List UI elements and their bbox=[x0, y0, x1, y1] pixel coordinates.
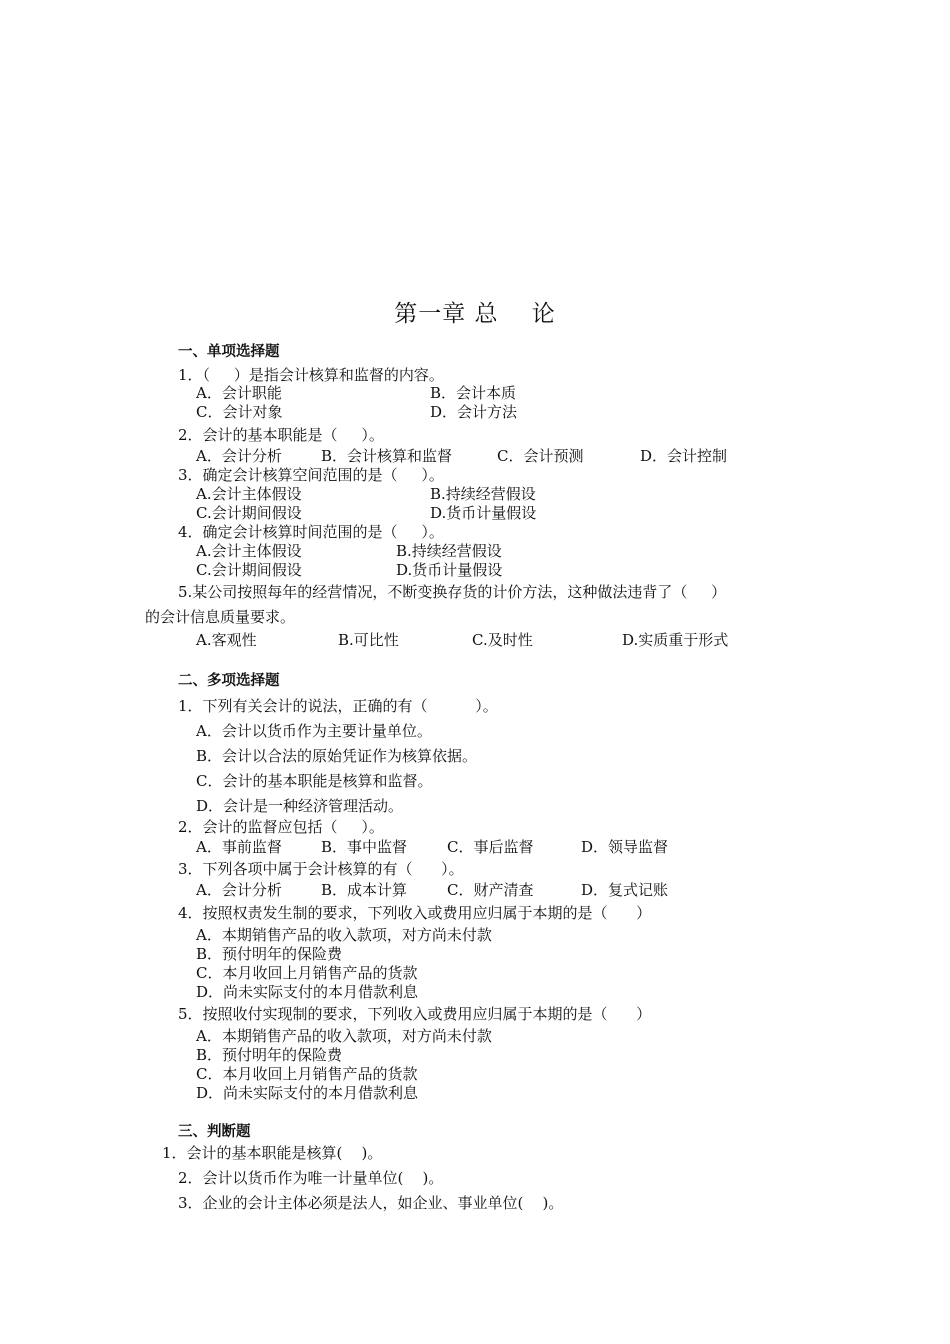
option-c: C．会计的基本职能是核算和监督。 bbox=[196, 772, 433, 790]
option-b: B．会计核算和监督 bbox=[321, 447, 453, 465]
section-heading-single-choice: 一、单项选择题 bbox=[178, 344, 280, 360]
option-c: C．财产清查 bbox=[447, 881, 534, 899]
option-b: B.持续经营假设 bbox=[430, 485, 536, 503]
question-stem: 3．确定会计核算空间范围的是（ ）。 bbox=[178, 466, 444, 484]
question-stem: 5.某公司按照每年的经营情况，不断变换存货的计价方法，这种做法违背了（ ） bbox=[178, 583, 727, 601]
question-stem: 2．会计的基本职能是（ ）。 bbox=[178, 426, 384, 444]
option-c: C.会计期间假设 bbox=[196, 561, 302, 579]
option-a: A．会计职能 bbox=[196, 384, 282, 402]
section-heading-multiple-choice: 二、多项选择题 bbox=[178, 673, 280, 689]
option-d: D.实质重于形式 bbox=[622, 631, 729, 649]
question-stem: 4．确定会计核算时间范围的是（ ）。 bbox=[178, 523, 444, 541]
option-d: D．复式记账 bbox=[581, 881, 669, 899]
option-b: B．预付明年的保险费 bbox=[196, 1046, 343, 1064]
option-d: D.货币计量假设 bbox=[430, 504, 537, 522]
question-stem: 1．（ ）是指会计核算和监督的内容。 bbox=[178, 366, 444, 384]
option-c: C.及时性 bbox=[472, 631, 533, 649]
option-b: B．会计以合法的原始凭证作为核算依据。 bbox=[196, 747, 478, 765]
chapter-title: 第一章 总 论 bbox=[394, 301, 556, 327]
option-b: B．会计本质 bbox=[430, 384, 517, 402]
option-a: A.会计主体假设 bbox=[196, 542, 302, 560]
option-b: B．预付明年的保险费 bbox=[196, 945, 343, 963]
option-a: A.客观性 bbox=[196, 631, 257, 649]
option-d: D．尚未实际支付的本月借款利息 bbox=[196, 1084, 419, 1102]
option-b: B.可比性 bbox=[338, 631, 399, 649]
option-c: C．事后监督 bbox=[447, 838, 534, 856]
option-a: A．会计分析 bbox=[196, 447, 282, 465]
true-false-question: 1．会计的基本职能是核算( )。 bbox=[162, 1144, 383, 1162]
option-a: A．本期销售产品的收入款项，对方尚未付款 bbox=[196, 926, 492, 944]
option-b: B．成本计算 bbox=[321, 881, 408, 899]
true-false-question: 3．企业的会计主体必须是法人，如企业、事业单位( )。 bbox=[178, 1194, 564, 1212]
option-c: C．会计对象 bbox=[196, 403, 283, 421]
question-stem-continued: 的会计信息质量要求。 bbox=[145, 608, 296, 626]
question-stem: 4．按照权责发生制的要求，下列收入或费用应归属于本期的是（ ） bbox=[178, 904, 652, 922]
option-a: A．本期销售产品的收入款项，对方尚未付款 bbox=[196, 1027, 492, 1045]
option-c: C．本月收回上月销售产品的货款 bbox=[196, 1065, 418, 1083]
question-stem: 5．按照收付实现制的要求，下列收入或费用应归属于本期的是（ ） bbox=[178, 1005, 652, 1023]
section-heading-true-false: 三、判断题 bbox=[178, 1124, 251, 1140]
option-a: A．事前监督 bbox=[196, 838, 282, 856]
option-a: A．会计分析 bbox=[196, 881, 282, 899]
true-false-question: 2．会计以货币作为唯一计量单位( )。 bbox=[178, 1169, 444, 1187]
option-a: A．会计以货币作为主要计量单位。 bbox=[196, 722, 432, 740]
option-b: B．事中监督 bbox=[321, 838, 408, 856]
question-stem: 1．下列有关会计的说法，正确的有（ ）。 bbox=[178, 697, 498, 715]
question-stem: 3．下列各项中属于会计核算的有（ ）。 bbox=[178, 860, 464, 878]
option-c: C.会计期间假设 bbox=[196, 504, 302, 522]
option-d: D.货币计量假设 bbox=[396, 561, 503, 579]
question-stem: 2．会计的监督应包括（ ）。 bbox=[178, 818, 384, 836]
option-d: D．领导监督 bbox=[581, 838, 669, 856]
option-d: D．尚未实际支付的本月借款利息 bbox=[196, 983, 419, 1001]
option-a: A.会计主体假设 bbox=[196, 485, 302, 503]
option-d: D．会计是一种经济管理活动。 bbox=[196, 797, 404, 815]
option-c: C．本月收回上月销售产品的货款 bbox=[196, 964, 418, 982]
option-d: D．会计方法 bbox=[430, 403, 518, 421]
option-d: D．会计控制 bbox=[640, 447, 728, 465]
option-b: B.持续经营假设 bbox=[396, 542, 502, 560]
option-c: C．会计预测 bbox=[497, 447, 584, 465]
